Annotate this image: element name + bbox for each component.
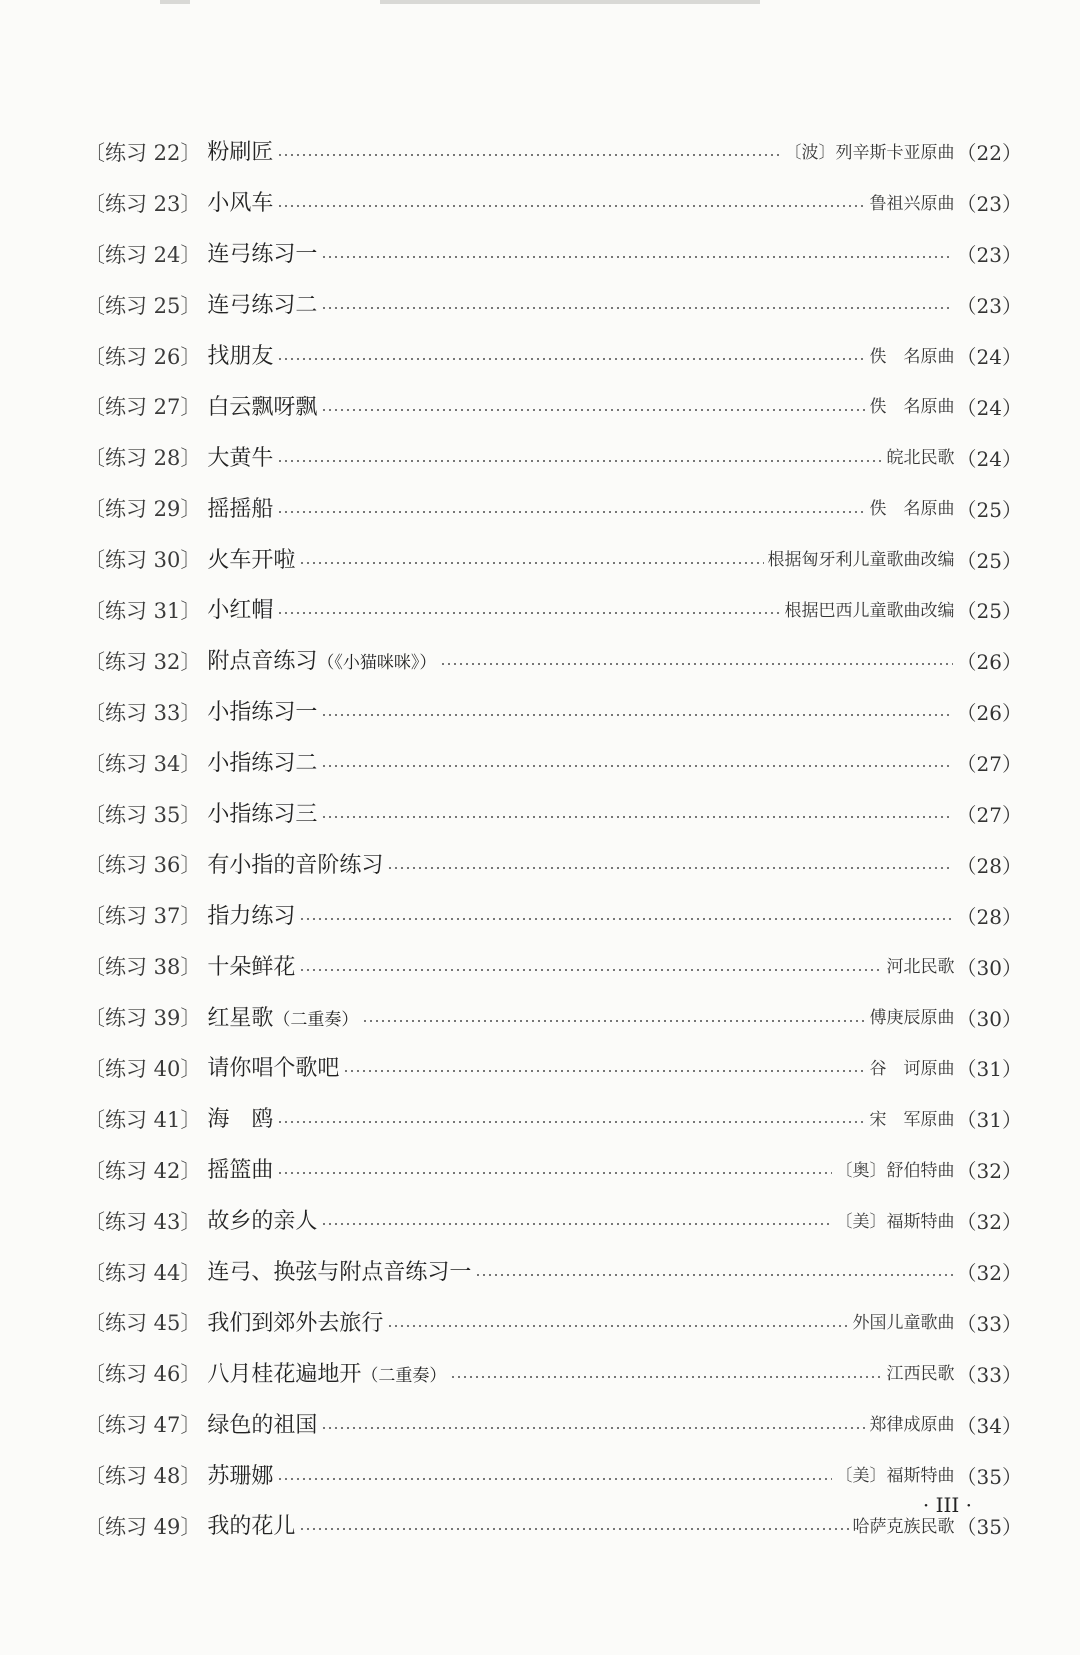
exercise-title — [207, 702, 317, 724]
exercise-number: 〔练习 25〕 — [84, 293, 202, 318]
exercise-title — [207, 142, 273, 164]
dot-leader — [450, 1376, 882, 1378]
dot-leader — [299, 562, 763, 564]
page-reference: （32） — [956, 1261, 1022, 1286]
toc-entry[interactable] — [84, 1248, 1022, 1299]
exercise-title-text: 火车开啦 — [207, 547, 296, 573]
exercise-title-text: 连弓、换弦与附点音练习一 — [207, 1260, 472, 1286]
exercise-title — [207, 804, 317, 826]
exercise-number: 〔练习 32〕 — [84, 649, 202, 674]
toc-entry[interactable] — [84, 1451, 1022, 1502]
toc-entry[interactable] — [84, 1044, 1022, 1095]
exercise-subtitle: （《小猫咪咪》） — [317, 653, 437, 674]
exercise-number: 〔练习 45〕 — [84, 1311, 202, 1336]
dot-leader — [440, 663, 952, 665]
toc-entry[interactable] — [84, 179, 1022, 230]
page-reference: （25） — [956, 548, 1022, 573]
exercise-title-text: 小指练习一 — [207, 700, 318, 726]
dot-leader — [299, 1528, 848, 1530]
toc-entry[interactable] — [84, 993, 1022, 1044]
exercise-subtitle: （二重奏） — [361, 1365, 447, 1386]
exercise-number: 〔练习 44〕 — [84, 1260, 202, 1285]
toc-entry[interactable] — [84, 790, 1022, 841]
page-reference: （25） — [956, 599, 1022, 624]
exercise-title-text: 找朋友 — [207, 344, 274, 369]
exercise-title-text: 苏珊娜 — [207, 1463, 274, 1489]
exercise-title — [207, 295, 317, 317]
page-reference: （34） — [956, 1413, 1022, 1438]
toc-entry[interactable] — [84, 1146, 1022, 1197]
exercise-number: 〔练习 49〕 — [84, 1514, 202, 1539]
dot-leader — [321, 714, 952, 716]
toc-entry[interactable] — [84, 128, 1022, 179]
exercise-title — [207, 903, 296, 929]
exercise-number: 〔练习 41〕 — [84, 1107, 202, 1132]
exercise-number: 〔练习 29〕 — [84, 497, 202, 522]
exercise-number: 〔练习 34〕 — [84, 751, 202, 776]
exercise-title-text: 小指练习二 — [207, 751, 318, 777]
composer-credit: 郑律成原曲 — [869, 1415, 955, 1436]
dot-leader — [277, 511, 865, 513]
exercise-title — [207, 852, 384, 878]
exercise-title-text: 附点音练习 — [207, 649, 318, 675]
exercise-title-text: 海 鸥 — [207, 1107, 274, 1133]
composer-credit: 根据匈牙利儿童歌曲改编 — [767, 550, 955, 571]
page-reference: （33） — [956, 1362, 1022, 1387]
exercise-title-text: 我的花儿 — [207, 1514, 296, 1540]
page-reference: （35） — [956, 1464, 1022, 1489]
toc-entry[interactable] — [84, 1349, 1022, 1400]
dot-leader — [321, 256, 952, 258]
composer-credit: 〔美〕福斯特曲 — [835, 1466, 955, 1487]
toc-entry[interactable] — [84, 332, 1022, 383]
exercise-number: 〔练习 48〕 — [84, 1464, 202, 1489]
exercise-title — [207, 1160, 273, 1182]
exercise-title — [207, 1109, 273, 1131]
page-reference: （23） — [956, 192, 1022, 217]
composer-credit: 佚 名原曲 — [869, 397, 955, 418]
page-reference: （26） — [956, 701, 1022, 726]
exercise-number: 〔练习 38〕 — [84, 955, 202, 980]
exercise-title — [207, 193, 273, 215]
scan-edge-mark — [160, 0, 190, 4]
dot-leader — [321, 1427, 865, 1429]
composer-credit: 〔奥〕舒伯特曲 — [835, 1160, 955, 1181]
dot-leader — [387, 1325, 848, 1327]
exercise-title — [207, 346, 273, 368]
page-reference: （22） — [956, 141, 1022, 166]
exercise-title-text: 有小指的音阶练习 — [207, 852, 384, 878]
toc-entry[interactable] — [84, 535, 1022, 586]
toc-entry[interactable] — [84, 382, 1022, 433]
exercise-title — [207, 496, 274, 522]
composer-credit: 谷 诃原曲 — [869, 1058, 955, 1079]
toc-entry[interactable] — [84, 586, 1022, 637]
page-reference: （28） — [956, 904, 1022, 929]
page-reference: （32） — [956, 1210, 1022, 1235]
toc-entry[interactable] — [84, 1298, 1022, 1349]
exercise-number: 〔练习 28〕 — [84, 446, 202, 471]
exercise-title — [207, 1262, 471, 1284]
exercise-number: 〔练习 36〕 — [84, 853, 202, 878]
page-reference: （23） — [956, 243, 1022, 268]
dot-leader — [277, 612, 780, 614]
page-reference: （26） — [956, 650, 1022, 675]
toc-entry[interactable] — [84, 1197, 1022, 1248]
page-reference: （32） — [956, 1159, 1022, 1184]
composer-credit: 根据巴西儿童歌曲改编 — [784, 600, 955, 621]
table-of-contents — [84, 128, 1022, 1553]
exercise-title-text: 粉刷匠 — [207, 140, 274, 166]
page-number: · III · — [922, 1493, 972, 1517]
toc-entry[interactable] — [84, 484, 1022, 535]
composer-credit: 佚 名原曲 — [869, 499, 955, 520]
page-reference: （31） — [956, 1057, 1022, 1082]
exercise-number: 〔练习 46〕 — [84, 1362, 202, 1387]
page-reference: （23） — [956, 294, 1022, 319]
exercise-title-text: 红星歌 — [207, 1005, 274, 1031]
exercise-title-text: 绿色的祖国 — [207, 1412, 318, 1438]
exercise-title — [207, 1058, 339, 1080]
exercise-number: 〔练习 43〕 — [84, 1209, 202, 1234]
exercise-title — [207, 1361, 447, 1387]
dot-leader — [321, 409, 865, 411]
dot-leader — [277, 358, 865, 360]
exercise-title-text: 小风车 — [207, 191, 274, 217]
exercise-title — [207, 244, 317, 266]
exercise-number: 〔练习 42〕 — [84, 1158, 202, 1183]
page-reference: （33） — [956, 1311, 1022, 1336]
page-reference: （30） — [956, 1006, 1022, 1031]
exercise-number: 〔练习 23〕 — [84, 191, 202, 216]
exercise-subtitle: （二重奏） — [273, 1009, 359, 1030]
toc-entry[interactable] — [84, 1502, 1022, 1553]
exercise-number: 〔练习 31〕 — [84, 598, 202, 623]
dot-leader — [277, 460, 882, 462]
composer-credit: 哈萨克族民歌 — [852, 1516, 955, 1537]
composer-credit: 鲁祖兴原曲 — [869, 193, 955, 214]
composer-credit: 江西民歌 — [886, 1364, 955, 1385]
exercise-title-text: 请你唱个歌吧 — [207, 1056, 340, 1082]
exercise-title — [207, 1211, 317, 1233]
exercise-title-text: 我们到郊外去旅行 — [207, 1310, 384, 1336]
composer-credit: 宋 军原曲 — [869, 1109, 955, 1130]
exercise-title-text: 指力练习 — [207, 903, 296, 929]
exercise-title — [207, 1463, 274, 1489]
dot-leader — [387, 867, 952, 869]
toc-entry[interactable] — [84, 637, 1022, 688]
composer-credit: 皖北民歌 — [886, 448, 955, 469]
dot-leader — [321, 1223, 831, 1225]
toc-entry[interactable] — [84, 281, 1022, 332]
toc-entry[interactable] — [84, 891, 1022, 942]
dot-leader — [299, 969, 882, 971]
composer-credit: 〔波〕列辛斯卡亚原曲 — [784, 142, 955, 163]
page-reference: （25） — [956, 497, 1022, 522]
toc-entry[interactable] — [84, 230, 1022, 281]
dot-leader — [277, 1121, 865, 1123]
dot-leader — [321, 765, 952, 767]
exercise-title-text: 八月桂花遍地开 — [207, 1361, 362, 1387]
composer-credit: 外国儿童歌曲 — [852, 1313, 955, 1334]
exercise-number: 〔练习 37〕 — [84, 904, 202, 929]
dot-leader — [362, 1020, 865, 1022]
page-reference: （24） — [956, 345, 1022, 369]
composer-credit: 傅庚辰原曲 — [869, 1008, 955, 1029]
exercise-title — [207, 1516, 295, 1538]
page-reference: （24） — [956, 446, 1022, 471]
exercise-number: 〔练习 47〕 — [84, 1413, 202, 1438]
exercise-title-text: 小红帽 — [207, 598, 274, 624]
dot-leader — [321, 816, 952, 818]
toc-entry[interactable] — [84, 1095, 1022, 1146]
exercise-number: 〔练习 40〕 — [84, 1056, 202, 1081]
exercise-title-text: 故乡的亲人 — [207, 1209, 318, 1235]
toc-entry[interactable] — [84, 942, 1022, 993]
dot-leader — [277, 1478, 831, 1480]
exercise-title-text: 连弓练习二 — [207, 293, 318, 319]
exercise-number: 〔练习 30〕 — [84, 548, 202, 573]
dot-leader — [277, 1172, 831, 1174]
page-reference: （28） — [956, 853, 1022, 878]
exercise-title — [207, 651, 436, 673]
toc-entry[interactable] — [84, 840, 1022, 891]
page-reference: （24） — [956, 395, 1022, 420]
exercise-title — [207, 445, 274, 471]
exercise-title-text: 摇篮曲 — [207, 1158, 274, 1184]
exercise-number: 〔练习 27〕 — [84, 395, 202, 420]
dot-leader — [277, 205, 865, 207]
composer-credit: 河北民歌 — [886, 957, 955, 978]
exercise-title — [207, 753, 317, 775]
dot-leader — [299, 918, 952, 920]
exercise-title — [207, 1005, 359, 1031]
composer-credit: 佚 名原曲 — [869, 346, 955, 367]
exercise-number: 〔练习 26〕 — [84, 344, 202, 369]
exercise-title — [207, 1310, 384, 1336]
exercise-number: 〔练习 33〕 — [84, 700, 202, 725]
toc-entry[interactable] — [84, 688, 1022, 739]
page-reference: （35） — [956, 1515, 1022, 1540]
exercise-title-text: 小指练习三 — [207, 802, 318, 828]
dot-leader — [277, 154, 780, 156]
composer-credit: 〔美〕福斯特曲 — [835, 1211, 955, 1232]
page-reference: （30） — [956, 955, 1022, 980]
exercise-number: 〔练习 22〕 — [84, 140, 202, 165]
exercise-title-text: 摇摇船 — [207, 496, 274, 522]
page-reference: （27） — [956, 752, 1022, 777]
exercise-number: 〔练习 39〕 — [84, 1006, 202, 1031]
exercise-title-text: 大黄牛 — [207, 445, 274, 471]
toc-entry[interactable] — [84, 1400, 1022, 1451]
exercise-title — [207, 547, 296, 573]
toc-entry[interactable] — [84, 433, 1022, 484]
scan-edge-mark — [380, 0, 760, 4]
toc-entry[interactable] — [84, 739, 1022, 790]
dot-leader — [321, 307, 952, 309]
exercise-title — [207, 1412, 318, 1438]
dot-leader — [343, 1070, 865, 1072]
exercise-title — [207, 954, 296, 980]
exercise-number: 〔练习 35〕 — [84, 802, 202, 827]
page-reference: （31） — [956, 1108, 1022, 1133]
dot-leader — [475, 1274, 952, 1276]
exercise-title — [207, 394, 318, 420]
exercise-title-text: 白云飘呀飘 — [207, 394, 318, 420]
exercise-number: 〔练习 24〕 — [84, 242, 202, 267]
exercise-title-text: 十朵鲜花 — [207, 954, 296, 980]
exercise-title — [207, 600, 273, 622]
exercise-title-text: 连弓练习一 — [207, 242, 318, 268]
page-reference: （27） — [956, 803, 1022, 828]
